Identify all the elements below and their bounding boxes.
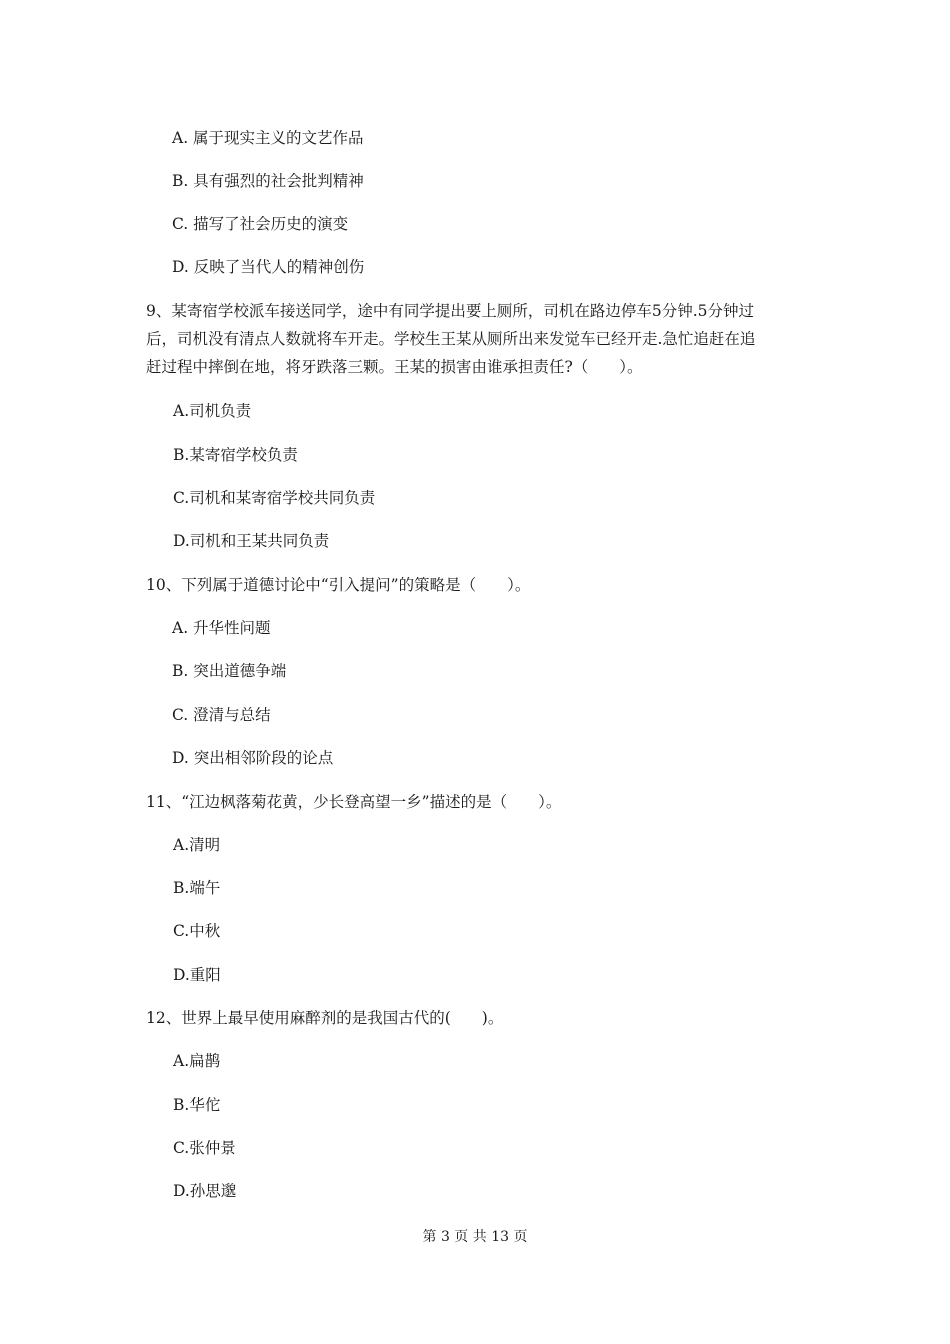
q9-option-c: C.司机和某寄宿学校共同负责	[173, 489, 376, 507]
q9-option-b: B.某寄宿学校负责	[173, 446, 298, 464]
q12-option-b: B.华佗	[173, 1096, 221, 1114]
q8-option-d: D. 反映了当代人的精神创伤	[172, 258, 365, 276]
q9-option-d: D.司机和王某共同负责	[173, 532, 330, 550]
q9-stem-line-1: 9、某寄宿学校派车接送同学，途中有同学提出要上厕所，司机在路边停车5分钟.5分钟过	[146, 302, 755, 320]
q11-option-d: D.重阳	[173, 966, 221, 984]
q8-option-a: A. 属于现实主义的文艺作品	[172, 129, 364, 147]
q10-option-c: C. 澄清与总结	[172, 706, 271, 724]
q10-option-b: B. 突出道德争端	[172, 662, 287, 680]
q9-stem-line-3: 赶过程中摔倒在地，将牙跌落三颗。王某的损害由谁承担责任?（ ）。	[146, 358, 643, 376]
q11-stem: 11、“江边枫落菊花黄，少长登高望一乡”描述的是（ ）。	[146, 793, 562, 811]
q12-option-a: A.扁鹊	[173, 1052, 221, 1070]
q10-option-d: D. 突出相邻阶段的论点	[172, 749, 334, 767]
q12-stem: 12、世界上最早使用麻醉剂的是我国古代的( )。	[146, 1009, 504, 1027]
q12-option-d: D.孙思邈	[173, 1182, 237, 1200]
q9-stem-line-2: 后，司机没有清点人数就将车开走。学校生王某从厕所出来发觉车已经开走.急忙追赶在追	[146, 330, 756, 348]
q8-option-c: C. 描写了社会历史的演变	[172, 215, 349, 233]
q8-option-b: B. 具有强烈的社会批判精神	[172, 172, 364, 190]
q10-stem: 10、下列属于道德讨论中“引入提问”的策略是（ ）。	[146, 576, 531, 594]
page-number-footer: 第 3 页 共 13 页	[422, 1229, 528, 1245]
q9-option-a: A.司机负责	[173, 402, 252, 420]
q10-option-a: A. 升华性问题	[172, 619, 271, 637]
q12-option-c: C.张仲景	[173, 1139, 236, 1157]
q11-option-c: C.中秋	[173, 922, 221, 940]
q11-option-b: B.端午	[173, 879, 221, 897]
q11-option-a: A.清明	[173, 836, 221, 854]
